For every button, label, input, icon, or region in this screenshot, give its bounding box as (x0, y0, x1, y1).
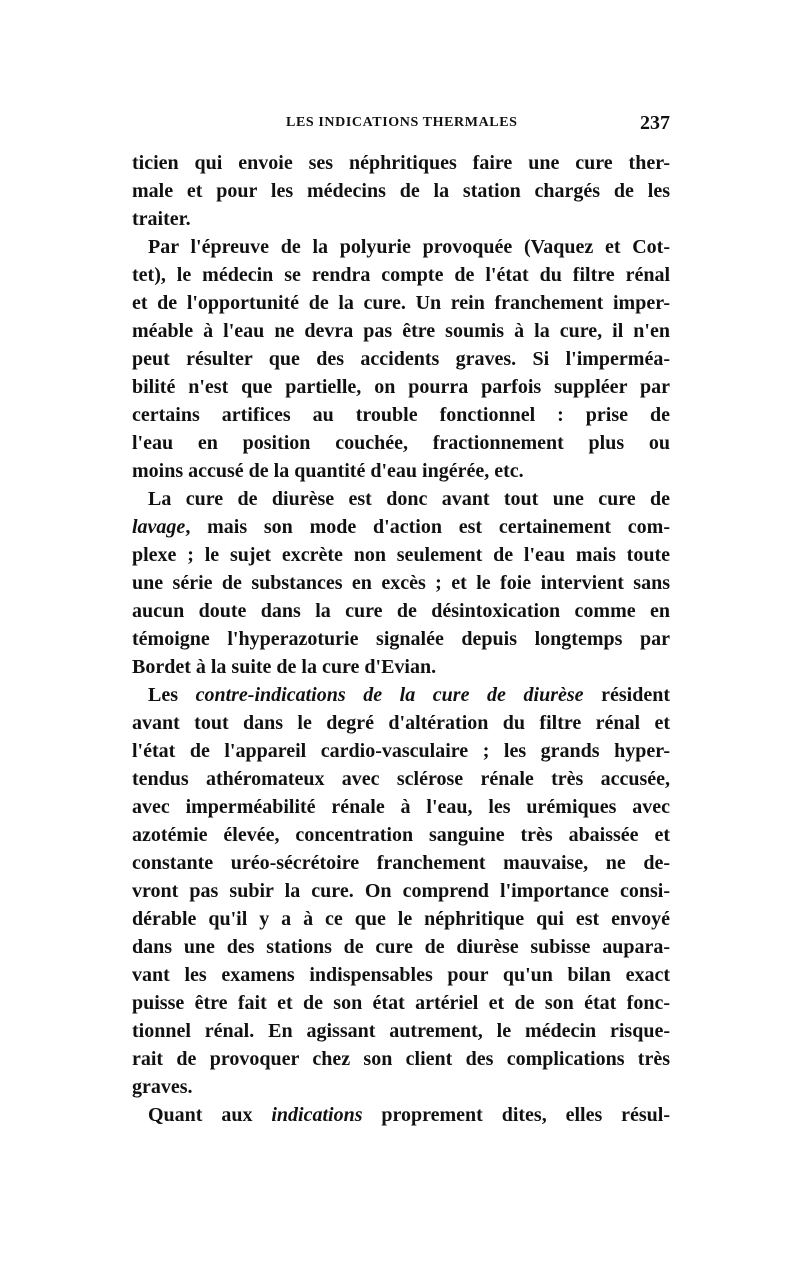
text-line: dans une des stations de cure de diurèse subisse aupara- (132, 936, 670, 958)
italic-run: indications (271, 1104, 363, 1126)
text-line: témoigne l'hyperazoturie signalée depuis longtemps par (132, 628, 670, 650)
text-line: ticien qui envoie ses néphritiques faire une cure ther- (132, 152, 670, 174)
text-run: Quant aux (148, 1104, 272, 1126)
italic-run: contre-indications de la cure de diurèse (195, 684, 584, 706)
text-run: proprement dites, elles résul- (362, 1104, 670, 1126)
text-line: l'eau en position couchée, fractionnement plus ou (132, 432, 670, 454)
text-line: aucun doute dans la cure de désintoxication comme en (132, 600, 670, 622)
text-line: graves. (132, 1076, 193, 1098)
running-head (132, 112, 670, 136)
text-line: Bordet à la suite de la cure d'Evian. (132, 656, 437, 678)
text-line: avant tout dans le degré d'altération du filtre rénal et (132, 712, 670, 734)
page-number: 237 (640, 112, 670, 134)
text-run: , mais son mode d'action est certainement com- (185, 516, 670, 538)
text-line (132, 513, 670, 541)
text-line: tionnel rénal. En agissant autrement, le médecin risque- (132, 1020, 670, 1042)
text-line: moins accusé de la quantité d'eau ingérée, etc. (132, 460, 524, 482)
text-line: l'état de l'appareil cardio-vasculaire ; les grands hyper- (132, 740, 670, 762)
text-line: azotémie élevée, concentration sanguine très abaissée et (132, 824, 670, 846)
text-line: vant les examens indispensables pour qu'un bilan exact (132, 964, 670, 986)
text-line: dérable qu'il y a à ce que le néphritique qui est envoyé (132, 908, 670, 930)
text-run: Les (148, 684, 196, 706)
text-line: traiter. (132, 208, 191, 230)
text-line: La cure de diurèse est donc avant tout une cure de (148, 488, 670, 510)
text-line: certains artifices au trouble fonctionnel : prise de (132, 404, 670, 426)
text-line: méable à l'eau ne devra pas être soumis à la cure, il n'en (132, 320, 670, 342)
text-line: puisse être fait et de son état artériel et de son état fonc- (132, 992, 670, 1014)
text-line: male et pour les médecins de la station chargés de les (132, 180, 670, 202)
text-line: tet), le médecin se rendra compte de l'état du filtre rénal (132, 264, 670, 286)
text-line (132, 681, 670, 709)
text-line: Par l'épreuve de la polyurie provoquée (Vaquez et Cot- (148, 236, 670, 258)
text-line: constante uréo-sécrétoire franchement mauvaise, ne de- (132, 852, 670, 874)
body-text (132, 149, 670, 1129)
text-line: bilité n'est que partielle, on pourra parfois suppléer par (132, 376, 670, 398)
text-line: tendus athéromateux avec sclérose rénale très accusée, (132, 768, 670, 790)
text-run: résident (583, 684, 670, 706)
text-line: une série de substances en excès ; et le foie intervient sans (132, 572, 670, 594)
running-title: LES INDICATIONS THERMALES (286, 115, 518, 130)
text-line: plexe ; le sujet excrète non seulement de l'eau mais toute (132, 544, 670, 566)
text-line: rait de provoquer chez son client des complications très (132, 1048, 670, 1070)
text-line: vront pas subir la cure. On comprend l'importance consi- (132, 880, 670, 902)
italic-run: lavage (132, 516, 186, 538)
text-line (132, 1101, 670, 1129)
text-line: peut résulter que des accidents graves. Si l'imperméa- (132, 348, 670, 370)
text-line: avec imperméabilité rénale à l'eau, les urémiques avec (132, 796, 670, 818)
text-line: et de l'opportunité de la cure. Un rein franchement imper- (132, 292, 670, 314)
